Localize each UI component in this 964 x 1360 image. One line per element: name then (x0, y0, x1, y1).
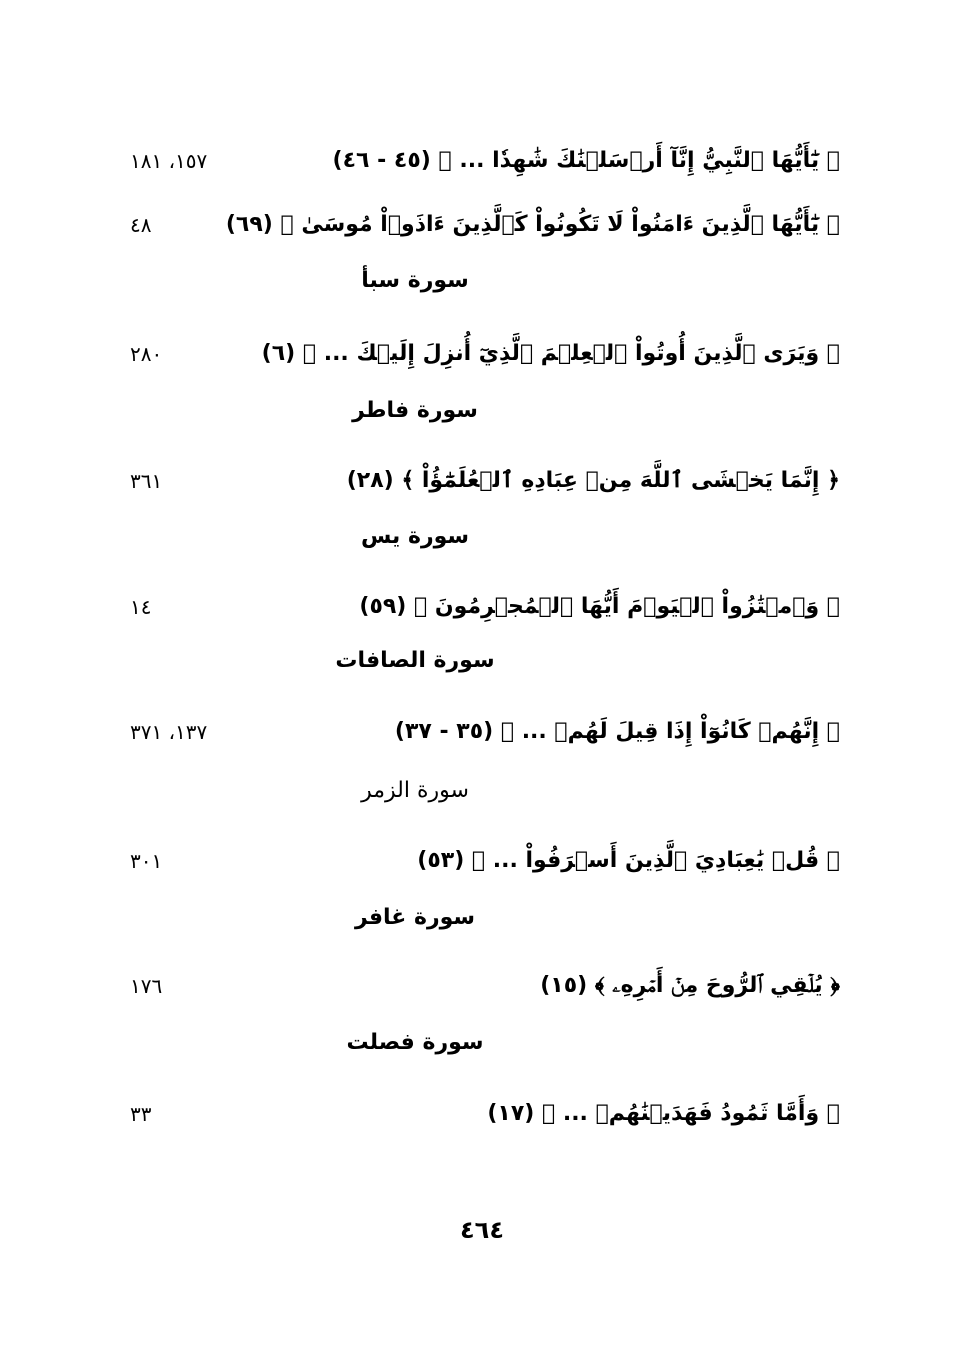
surah-heading-fussilat: سورة فصلت (346, 1030, 484, 1055)
verse-text: ﴿ قُلۡ يَٰعِبَادِيَ ٱلَّذِينَ أَسۡرَفُواْ ... ﴾ (٥٣) (417, 848, 840, 873)
page-reference: ٣٠١ (130, 849, 163, 873)
verse-text: ﴿ يُلۡقِي ٱلرُّوحَ مِنۡ أَمۡرِهِۦ ﴾ (١٥) (540, 973, 840, 998)
page-reference: ١٣٧، ٣٧١ (130, 720, 208, 744)
page-reference: ٣٣ (130, 1102, 152, 1126)
page-reference: ٢٨٠ (130, 342, 163, 366)
verse-text: ﴿ إِنَّمَا يَخۡشَى ٱللَّهَ مِنۡ عِبَادِهِ ٱلۡعُلَمَٰٓؤُاْ ﴾ (٢٨) (346, 468, 840, 493)
page-reference: ٤٨ (130, 213, 152, 237)
verse-text: ﴿ وَٱمۡتَٰزُواْ ٱلۡيَوۡمَ أَيُّهَا ٱلۡمُجۡرِمُونَ ﴾ (٥٩) (359, 594, 840, 619)
surah-heading-fatir: سورة فاطر (352, 398, 478, 423)
surah-heading-ghafir: سورة غافر (354, 905, 476, 930)
page-reference: ٣٦١ (130, 469, 163, 493)
index-entry (100, 586, 840, 630)
index-entry (100, 965, 840, 1009)
surah-heading-yasin: سورة يس (360, 524, 470, 549)
verse-text: ﴿ يَٰٓأَيُّهَا ٱلَّذِينَ ءَامَنُواْ لَا تَكُونُواْ كَٱلَّذِينَ ءَاذَوۡاْ مُوسَىٰ ﴾ (٦٩) (225, 212, 840, 237)
index-entry (100, 840, 840, 884)
page-number: ٤٦٤ (460, 1216, 504, 1244)
page-reference: ١٥٧، ١٨١ (130, 149, 208, 173)
index-entry (100, 333, 840, 377)
index-entry (100, 204, 840, 248)
verse-text: ﴿ وَيَرَى ٱلَّذِينَ أُوتُواْ ٱلۡعِلۡمَ ٱلَّذِيٓ أُنزِلَ إِلَيۡكَ ... ﴾ (٦) (261, 341, 840, 366)
surah-heading-saba: سورة سبأ (361, 268, 469, 293)
page-reference: ١٧٦ (130, 974, 163, 998)
surah-heading-zumar: سورة الزمر (361, 778, 469, 803)
index-entry (100, 460, 840, 504)
verse-text: ﴿ وَأَمَّا ثَمُودُ فَهَدَيۡنَٰهُمۡ ... ﴾ (١٧) (487, 1101, 840, 1126)
verse-text: ﴿ يَٰٓأَيُّهَا ٱلنَّبِيُّ إِنَّآ أَرۡسَلۡنَٰكَ شَٰهِدٗا ... ﴾ (٤٥ - ٤٦) (332, 148, 840, 173)
index-entry (100, 140, 840, 184)
surah-heading-saffat: سورة الصافات (335, 648, 495, 673)
index-entry (100, 711, 840, 755)
verse-text: ﴿ إِنَّهُمۡ كَانُوٓاْ إِذَا قِيلَ لَهُمۡ ... ﴾ (٣٥ - ٣٧) (394, 719, 840, 744)
index-entry (100, 1093, 840, 1137)
page-reference: ١٤ (130, 595, 152, 619)
